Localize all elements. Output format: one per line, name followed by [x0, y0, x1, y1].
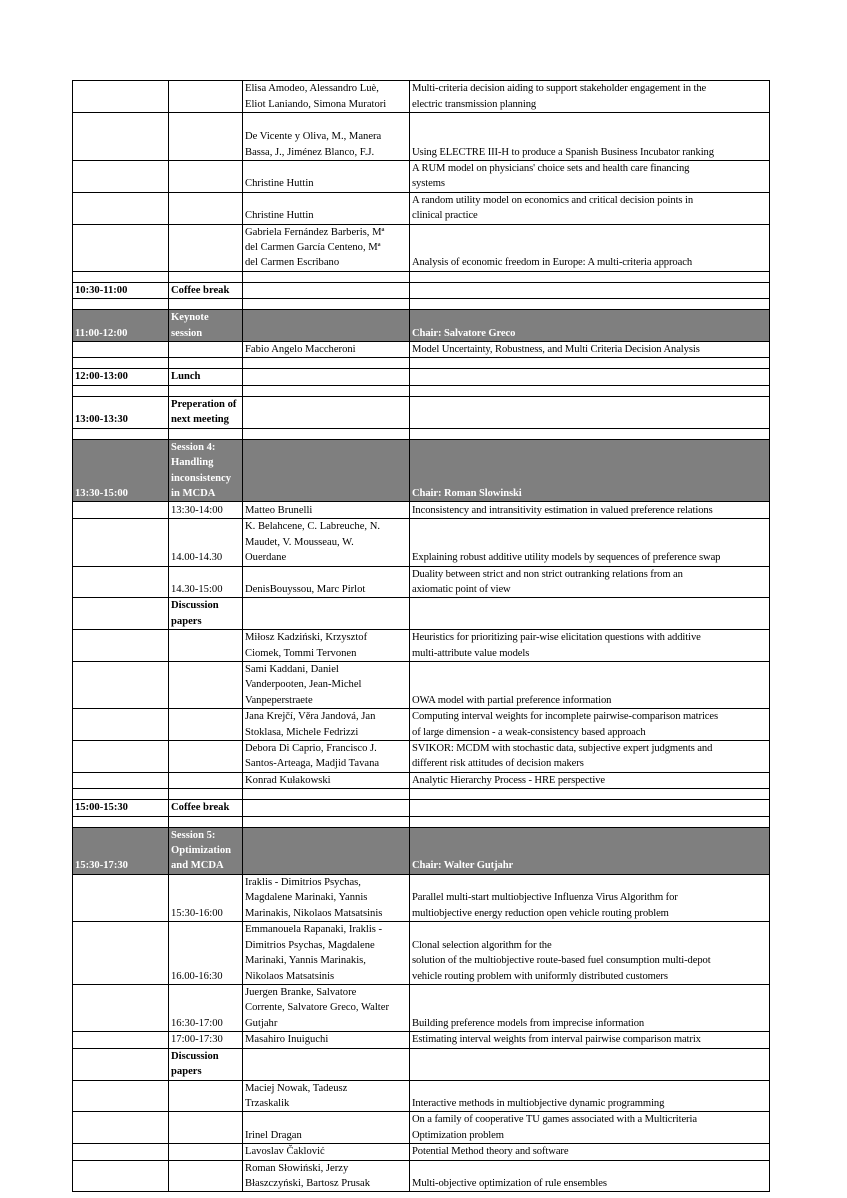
paper-row — [73, 519, 770, 566]
time-slot-cell — [73, 1048, 169, 1080]
spacer-cell — [410, 271, 770, 282]
spacer-row — [73, 816, 770, 827]
session-or-subtime-cell — [169, 741, 243, 773]
paper-row — [73, 1112, 770, 1144]
spacer-cell — [410, 358, 770, 369]
spacer-cell — [169, 789, 243, 800]
spacer-row — [73, 271, 770, 282]
authors-cell — [243, 800, 410, 816]
time-slot-cell: 11:00-12:00 — [73, 310, 169, 342]
spacer-cell — [169, 428, 243, 439]
paper-row — [73, 1160, 770, 1192]
title-cell: A random utility model on economics and critical decision points in clinical practice — [410, 192, 770, 224]
spacer-cell — [410, 428, 770, 439]
authors-cell: De Vicente y Oliva, M., Manera Bassa, J., Jiménez Blanco, F.J. — [243, 113, 410, 161]
discussion-papers-row — [73, 598, 770, 630]
paper-row — [73, 566, 770, 598]
session-or-subtime-cell: Coffee break — [169, 800, 243, 816]
break-row — [73, 282, 770, 298]
authors-cell — [243, 1048, 410, 1080]
session-or-subtime-cell — [169, 630, 243, 662]
session-or-subtime-cell: Discussion papers — [169, 598, 243, 630]
session-or-subtime-cell — [169, 113, 243, 161]
title-cell: On a family of cooperative TU games associated with a Multicriteria Optimization problem — [410, 1112, 770, 1144]
session-or-subtime-cell — [169, 661, 243, 708]
authors-cell: Iraklis - Dimitrios Psychas, Magdalene Marinaki, Yannis Marinakis, Nikolaos Matsatsinis — [243, 874, 410, 921]
spacer-cell — [410, 385, 770, 396]
time-slot-cell: 13:00-13:30 — [73, 396, 169, 428]
spacer-cell — [243, 385, 410, 396]
time-slot-cell — [73, 519, 169, 566]
spacer-cell — [169, 816, 243, 827]
session-or-subtime-cell: Preperation of next meeting — [169, 396, 243, 428]
time-slot-cell — [73, 113, 169, 161]
session-or-subtime-cell: 14.00-14.30 — [169, 519, 243, 566]
time-slot-cell — [73, 922, 169, 985]
title-cell — [410, 598, 770, 630]
break-row — [73, 396, 770, 428]
title-cell — [410, 369, 770, 385]
authors-cell — [243, 282, 410, 298]
time-slot-cell: 13:30-15:00 — [73, 439, 169, 502]
paper-row — [73, 772, 770, 788]
spacer-cell — [73, 816, 169, 827]
spacer-cell — [169, 271, 243, 282]
title-cell: Analysis of economic freedom in Europe: A multi-criteria approach — [410, 224, 770, 271]
authors-cell: Jana Krejčí, Věra Jandová, Jan Stoklasa, Michele Fedrizzi — [243, 709, 410, 741]
spacer-cell — [73, 358, 169, 369]
time-slot-cell — [73, 1032, 169, 1048]
session-or-subtime-cell: Session 4: Handling inconsistency in MCDA — [169, 439, 243, 502]
paper-row — [73, 81, 770, 113]
title-cell: Inconsistency and intransitivity estimation in valued preference relations — [410, 502, 770, 519]
session-or-subtime-cell — [169, 1144, 243, 1160]
session-or-subtime-cell: 16.00-16:30 — [169, 922, 243, 985]
time-slot-cell — [73, 1144, 169, 1160]
spacer-cell — [243, 816, 410, 827]
title-cell: Computing interval weights for incomplete pairwise-comparison matrices of large dimension - a weak-consistency based approach — [410, 709, 770, 741]
authors-cell: Maciej Nowak, Tadeusz Trzaskalik — [243, 1080, 410, 1112]
time-slot-cell: 15:00-15:30 — [73, 800, 169, 816]
spacer-row — [73, 789, 770, 800]
time-slot-cell: 12:00-13:00 — [73, 369, 169, 385]
authors-cell: Roman Słowiński, Jerzy Błaszczyński, Bartosz Prusak — [243, 1160, 410, 1192]
spacer-cell — [73, 789, 169, 800]
paper-row — [73, 113, 770, 161]
spacer-row — [73, 428, 770, 439]
spacer-cell — [243, 789, 410, 800]
authors-cell: DenisBouyssou, Marc Pirlot — [243, 566, 410, 598]
time-slot-cell — [73, 502, 169, 519]
authors-cell — [243, 439, 410, 502]
title-cell — [410, 800, 770, 816]
session-or-subtime-cell: Keynote session — [169, 310, 243, 342]
session-or-subtime-cell: Discussion papers — [169, 1048, 243, 1080]
title-cell: OWA model with partial preference information — [410, 661, 770, 708]
paper-row — [73, 342, 770, 358]
paper-row — [73, 874, 770, 921]
paper-row — [73, 192, 770, 224]
time-slot-cell — [73, 192, 169, 224]
spacer-cell — [410, 816, 770, 827]
title-cell: Building preference models from imprecise information — [410, 985, 770, 1032]
paper-row — [73, 741, 770, 773]
authors-cell: Christine Huttin — [243, 192, 410, 224]
authors-cell: Miłosz Kadziński, Krzysztof Ciomek, Tommi Tervonen — [243, 630, 410, 662]
break-row — [73, 800, 770, 816]
time-slot-cell — [73, 342, 169, 358]
paper-row — [73, 161, 770, 193]
session-or-subtime-cell — [169, 161, 243, 193]
time-slot-cell — [73, 1160, 169, 1192]
session-or-subtime-cell: 14.30-15:00 — [169, 566, 243, 598]
time-slot-cell — [73, 630, 169, 662]
time-slot-cell — [73, 1112, 169, 1144]
authors-cell: K. Belahcene, C. Labreuche, N. Maudet, V. Mousseau, W. Ouerdane — [243, 519, 410, 566]
session-or-subtime-cell — [169, 224, 243, 271]
spacer-cell — [169, 299, 243, 310]
session-or-subtime-cell — [169, 1112, 243, 1144]
authors-cell: Masahiro Inuiguchi — [243, 1032, 410, 1048]
session-header-row — [73, 439, 770, 502]
break-row — [73, 369, 770, 385]
paper-row — [73, 1144, 770, 1160]
paper-row — [73, 502, 770, 519]
spacer-row — [73, 385, 770, 396]
spacer-row — [73, 358, 770, 369]
time-slot-cell — [73, 161, 169, 193]
time-slot-cell: 15:30-17:30 — [73, 827, 169, 874]
title-cell: Heuristics for prioritizing pair-wise elicitation questions with additive multi-attribute value models — [410, 630, 770, 662]
session-or-subtime-cell — [169, 81, 243, 113]
paper-row — [73, 630, 770, 662]
paper-row — [73, 224, 770, 271]
spacer-cell — [243, 428, 410, 439]
session-or-subtime-cell: 15:30-16:00 — [169, 874, 243, 921]
title-cell — [410, 396, 770, 428]
authors-cell — [243, 310, 410, 342]
session-or-subtime-cell: 13:30-14:00 — [169, 502, 243, 519]
spacer-cell — [169, 385, 243, 396]
title-cell: Chair: Walter Gutjahr — [410, 827, 770, 874]
paper-row — [73, 922, 770, 985]
session-or-subtime-cell — [169, 342, 243, 358]
spacer-cell — [169, 358, 243, 369]
time-slot-cell — [73, 709, 169, 741]
time-slot-cell — [73, 772, 169, 788]
time-slot-cell — [73, 1080, 169, 1112]
title-cell — [410, 282, 770, 298]
title-cell: Estimating interval weights from interval pairwise comparison matrix — [410, 1032, 770, 1048]
time-slot-cell — [73, 874, 169, 921]
authors-cell: Elisa Amodeo, Alessandro Luè, Eliot Laniando, Simona Muratori — [243, 81, 410, 113]
session-or-subtime-cell — [169, 1080, 243, 1112]
authors-cell: Debora Di Caprio, Francisco J. Santos-Arteaga, Madjid Tavana — [243, 741, 410, 773]
title-cell: Analytic Hierarchy Process - HRE perspective — [410, 772, 770, 788]
title-cell: Model Uncertainty, Robustness, and Multi Criteria Decision Analysis — [410, 342, 770, 358]
title-cell: A RUM model on physicians' choice sets and health care financing systems — [410, 161, 770, 193]
paper-row — [73, 1080, 770, 1112]
spacer-cell — [243, 299, 410, 310]
authors-cell: Christine Huttin — [243, 161, 410, 193]
authors-cell: Emmanouela Rapanaki, Iraklis - Dimitrios Psychas, Magdalene Marinaki, Yannis Marinakis, Nikolaos Matsatsinis — [243, 922, 410, 985]
spacer-cell — [410, 789, 770, 800]
spacer-cell — [73, 428, 169, 439]
spacer-cell — [243, 358, 410, 369]
time-slot-cell — [73, 741, 169, 773]
discussion-papers-row — [73, 1048, 770, 1080]
authors-cell — [243, 827, 410, 874]
session-or-subtime-cell: 16:30-17:00 — [169, 985, 243, 1032]
title-cell: Chair: Salvatore Greco — [410, 310, 770, 342]
authors-cell: Fabio Angelo Maccheroni — [243, 342, 410, 358]
session-or-subtime-cell — [169, 709, 243, 741]
schedule-table — [72, 80, 770, 1192]
time-slot-cell — [73, 661, 169, 708]
spacer-row — [73, 299, 770, 310]
spacer-cell — [73, 299, 169, 310]
title-cell: Interactive methods in multiobjective dynamic programming — [410, 1080, 770, 1112]
paper-row — [73, 709, 770, 741]
spacer-cell — [410, 299, 770, 310]
time-slot-cell — [73, 566, 169, 598]
authors-cell — [243, 396, 410, 428]
session-or-subtime-cell — [169, 192, 243, 224]
title-cell: Explaining robust additive utility models by sequences of preference swap — [410, 519, 770, 566]
title-cell: Multi-objective optimization of rule ensembles — [410, 1160, 770, 1192]
time-slot-cell — [73, 598, 169, 630]
authors-cell: Konrad Kułakowski — [243, 772, 410, 788]
title-cell: Chair: Roman Slowinski — [410, 439, 770, 502]
title-cell: Clonal selection algorithm for the solution of the multiobjective route-based fuel consumption multi-depot vehicle routing problem with uniformly distributed customers — [410, 922, 770, 985]
spacer-cell — [73, 385, 169, 396]
paper-row — [73, 661, 770, 708]
authors-cell: Gabriela Fernández Barberis, Mª del Carmen García Centeno, Mª del Carmen Escribano — [243, 224, 410, 271]
authors-cell: Juergen Branke, Salvatore Corrente, Salvatore Greco, Walter Gutjahr — [243, 985, 410, 1032]
paper-row — [73, 985, 770, 1032]
session-or-subtime-cell: Lunch — [169, 369, 243, 385]
session-header-row — [73, 827, 770, 874]
paper-row — [73, 1032, 770, 1048]
authors-cell: Irinel Dragan — [243, 1112, 410, 1144]
authors-cell — [243, 369, 410, 385]
spacer-cell — [243, 271, 410, 282]
title-cell: Potential Method theory and software — [410, 1144, 770, 1160]
session-or-subtime-cell — [169, 1160, 243, 1192]
session-or-subtime-cell — [169, 772, 243, 788]
time-slot-cell — [73, 81, 169, 113]
time-slot-cell — [73, 224, 169, 271]
spacer-cell — [73, 271, 169, 282]
title-cell — [410, 1048, 770, 1080]
authors-cell: Sami Kaddani, Daniel Vanderpooten, Jean-Michel Vanpeperstraete — [243, 661, 410, 708]
schedule-body — [73, 81, 770, 1192]
authors-cell: Matteo Brunelli — [243, 502, 410, 519]
title-cell: Using ELECTRE III-H to produce a Spanish Business Incubator ranking — [410, 113, 770, 161]
authors-cell — [243, 598, 410, 630]
session-or-subtime-cell: 17:00-17:30 — [169, 1032, 243, 1048]
session-or-subtime-cell: Coffee break — [169, 282, 243, 298]
authors-cell: Lavoslav Čaklović — [243, 1144, 410, 1160]
title-cell: Multi-criteria decision aiding to support stakeholder engagement in the electric transmission planning — [410, 81, 770, 113]
title-cell: Parallel multi-start multiobjective Influenza Virus Algorithm for multiobjective energy reduction open vehicle routing problem — [410, 874, 770, 921]
time-slot-cell — [73, 985, 169, 1032]
session-or-subtime-cell: Session 5: Optimization and MCDA — [169, 827, 243, 874]
title-cell: SVIKOR: MCDM with stochastic data, subjective expert judgments and different risk attitudes of decision makers — [410, 741, 770, 773]
title-cell: Duality between strict and non strict outranking relations from an axiomatic point of view — [410, 566, 770, 598]
time-slot-cell: 10:30-11:00 — [73, 282, 169, 298]
session-header-row — [73, 310, 770, 342]
